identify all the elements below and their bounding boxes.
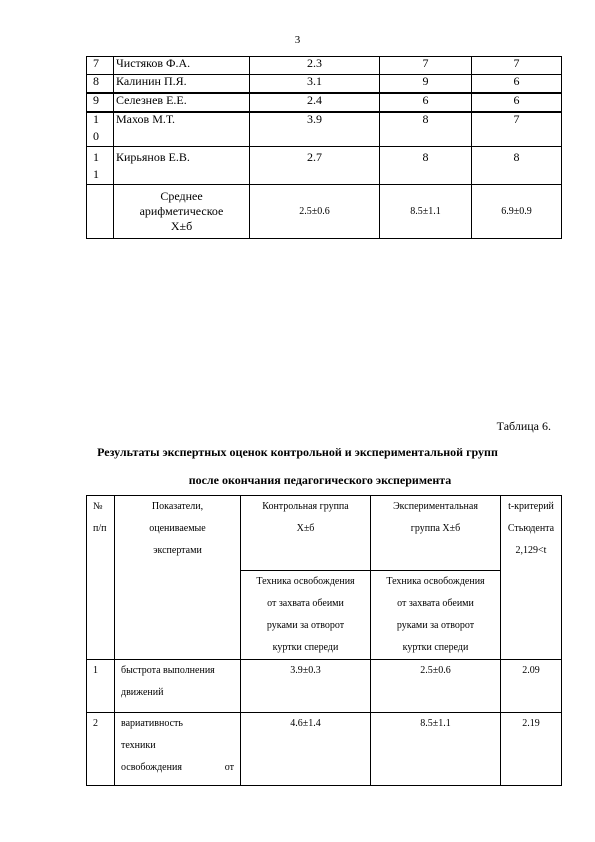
value-cell: 6 bbox=[472, 75, 562, 94]
header-text: № bbox=[93, 501, 103, 512]
table-row bbox=[87, 147, 562, 185]
table-subtitle: после окончания педагогического эксперимента bbox=[188, 473, 452, 487]
table-row bbox=[87, 75, 562, 94]
header-technique bbox=[241, 571, 371, 660]
header-text: Х±б bbox=[296, 523, 315, 534]
results-table-continued bbox=[86, 56, 562, 239]
header-number bbox=[87, 496, 115, 660]
header-indicators bbox=[115, 496, 241, 660]
table-row bbox=[87, 713, 562, 786]
athlete-name: Калинин П.Я. bbox=[114, 75, 250, 94]
average-value: 8.5±1.1 bbox=[380, 185, 472, 239]
indicator-label bbox=[115, 660, 241, 713]
header-text: от захвата обеими bbox=[397, 598, 474, 609]
header-text: Контрольная группа bbox=[262, 501, 349, 512]
value-cell: 7 bbox=[472, 57, 562, 75]
table-row-average bbox=[87, 185, 562, 239]
header-text: группа Х±б bbox=[410, 523, 461, 534]
average-label-line: арифметическое bbox=[139, 204, 224, 218]
header-text: Экспериментальная bbox=[393, 501, 478, 512]
header-t-criterion bbox=[501, 496, 562, 660]
header-text: 2,129<t bbox=[515, 545, 547, 556]
header-text: куртки спереди bbox=[402, 642, 469, 653]
row-number bbox=[87, 147, 114, 185]
value-cell: 7 bbox=[472, 112, 562, 147]
average-label bbox=[114, 185, 250, 239]
row-number-digit: 0 bbox=[93, 129, 99, 143]
row-number-digit: 1 bbox=[93, 167, 99, 181]
header-text: оцениваемые bbox=[149, 523, 206, 534]
header-text: t-критерий bbox=[508, 501, 554, 512]
value-cell: 9 bbox=[380, 75, 472, 94]
header-text: Стьюдента bbox=[507, 523, 555, 534]
athlete-name: Чистяков Ф.А. bbox=[114, 57, 250, 75]
header-text: Показатели, bbox=[151, 501, 204, 512]
t-value: 2.19 bbox=[501, 713, 562, 786]
value-cell: 2.7 bbox=[250, 147, 380, 185]
control-value: 4.6±1.4 bbox=[241, 713, 371, 786]
header-text: руками за отворот bbox=[396, 620, 475, 631]
table-row bbox=[87, 93, 562, 112]
expert-results-table bbox=[86, 495, 562, 786]
table-title: Результаты экспертных оценок контрольной и экспериментальной групп bbox=[97, 445, 498, 459]
row-number: 8 bbox=[87, 75, 114, 94]
header-text: Техника освобождения bbox=[386, 576, 485, 587]
control-value: 3.9±0.3 bbox=[241, 660, 371, 713]
athlete-name: Махов М.Т. bbox=[114, 112, 250, 147]
indicator-text: вариативность bbox=[121, 718, 183, 729]
athlete-name: Селезнев Е.Е. bbox=[114, 93, 250, 112]
value-cell: 8 bbox=[472, 147, 562, 185]
header-control-group bbox=[241, 496, 371, 571]
row-number: 1 bbox=[87, 660, 115, 713]
indicator-text-justified bbox=[121, 757, 234, 779]
row-number-digit: 1 bbox=[93, 150, 99, 164]
average-value: 6.9±0.9 bbox=[472, 185, 562, 239]
value-cell: 6 bbox=[472, 93, 562, 112]
t-value: 2.09 bbox=[501, 660, 562, 713]
header-text: Техника освобождения bbox=[256, 576, 355, 587]
indicator-label bbox=[115, 713, 241, 786]
indicator-text: освобождения bbox=[121, 762, 182, 773]
indicator-text: от bbox=[224, 762, 234, 773]
value-cell: 2.4 bbox=[250, 93, 380, 112]
header-text: от захвата обеими bbox=[267, 598, 344, 609]
empty-cell bbox=[87, 185, 114, 239]
value-cell: 6 bbox=[380, 93, 472, 112]
value-cell: 2.3 bbox=[250, 57, 380, 75]
table-row bbox=[87, 660, 562, 713]
page-number: 3 bbox=[294, 34, 301, 46]
row-number: 7 bbox=[87, 57, 114, 75]
value-cell: 3.1 bbox=[250, 75, 380, 94]
header-text: руками за отворот bbox=[266, 620, 345, 631]
experimental-value: 2.5±0.6 bbox=[371, 660, 501, 713]
header-technique bbox=[371, 571, 501, 660]
indicator-text: техники bbox=[121, 740, 156, 751]
indicator-text: движений bbox=[121, 687, 164, 698]
header-text: куртки спереди bbox=[272, 642, 339, 653]
table-header-row bbox=[87, 496, 562, 571]
athlete-name: Кирьянов Е.В. bbox=[114, 147, 250, 185]
header-text: экспертами bbox=[153, 545, 202, 556]
value-cell: 7 bbox=[380, 57, 472, 75]
average-label-line: Х±б bbox=[170, 219, 193, 233]
value-cell: 8 bbox=[380, 112, 472, 147]
indicator-text: быстрота выполнения bbox=[121, 665, 215, 676]
table-row bbox=[87, 112, 562, 147]
header-experimental-group bbox=[371, 496, 501, 571]
experimental-value: 8.5±1.1 bbox=[371, 713, 501, 786]
row-number-digit: 1 bbox=[93, 112, 99, 126]
row-number: 9 bbox=[87, 93, 114, 112]
average-value: 2.5±0.6 bbox=[250, 185, 380, 239]
table-number: Таблица 6. bbox=[496, 419, 551, 433]
row-number: 2 bbox=[87, 713, 115, 786]
average-label-line: Среднее bbox=[160, 189, 203, 203]
row-number bbox=[87, 112, 114, 147]
value-cell: 8 bbox=[380, 147, 472, 185]
table-row bbox=[87, 57, 562, 75]
header-text: п/п bbox=[93, 523, 107, 534]
value-cell: 3.9 bbox=[250, 112, 380, 147]
